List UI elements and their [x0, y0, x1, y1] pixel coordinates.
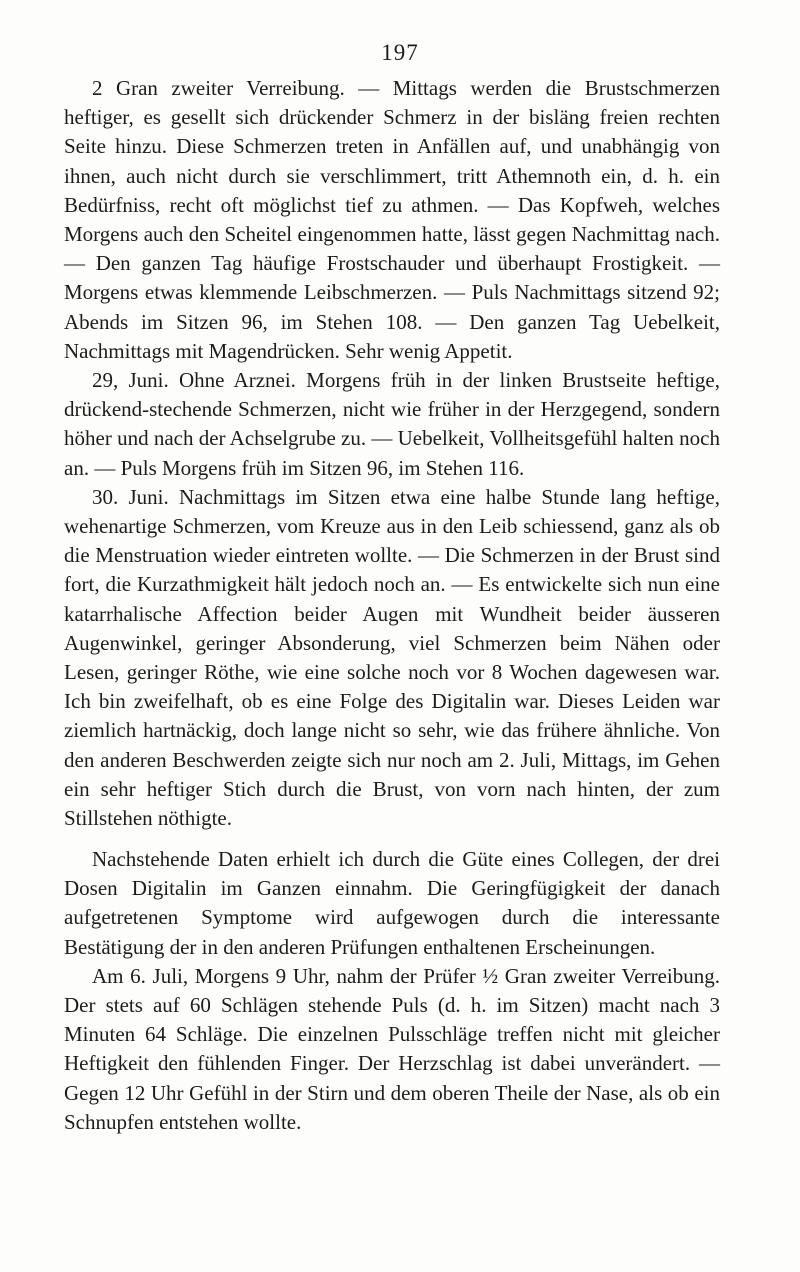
page-number: 197: [381, 40, 419, 65]
paragraph: 2 Gran zweiter Verreibung. — Mittags werden die Brustschmerzen heftiger, es gesellt sich drückender Schmerz in der bisläng freien rechten Seite hinzu. Diese Schmerzen treten in Anfällen auf, und unabhängig von ihnen, auch nicht durch sie verschlimmert, tritt Athemnoth ein, d. h. ein Bedürfniss, recht oft möglichst tief zu athmen. — Das Kopfweh, welches Morgens auch den Scheitel eingenommen hatte, lässt gegen Nachmittag nach. — Den ganzen Tag häufige Frostschauder und überhaupt Frostigkeit. — Morgens etwas klemmende Leibschmerzen. — Puls Nachmittags sitzend 92; Abends im Sitzen 96, im Stehen 108. — Den ganzen Tag Uebelkeit, Nachmittags mit Magendrücken. Sehr wenig Appetit.: [64, 76, 720, 363]
paragraph: Am 6. Juli, Morgens 9 Uhr, nahm der Prüfer ½ Gran zweiter Verreibung. Der stets auf 60 Schlägen stehende Puls (d. h. im Sitzen) macht nach 3 Minuten 64 Schläge. Die einzelnen Pulsschläge treffen nicht mit gleicher Heftigkeit den fühlenden Finger. Der Herzschlag ist dabei unverändert. — Gegen 12 Uhr Gefühl in der Stirn und dem oberen Theile der Nase, als ob ein Schnupfen entstehen wollte.: [64, 963, 720, 1134]
paragraph: Nachstehende Daten erhielt ich durch die Güte eines Collegen, der drei Dosen Digitalin im Ganzen einnahm. Die Geringfügigkeit der danach aufgetretenen Symptome wird aufgewogen durch die interessante Bestätigung der in den anderen Prüfungen enthaltenen Erscheinungen.: [64, 847, 720, 959]
paragraph: 30. Juni. Nachmittags im Sitzen etwa eine halbe Stunde lang heftige, wehenartige Schmerzen, vom Kreuze aus in den Leib schiessend, ganz als ob die Menstruation wieder eintreten wollte. — Die Schmerzen in der Brust sind fort, die Kurzathmigkeit hält jedoch noch an. — Es entwickelte sich nun eine katarrhalische Affection beider Augen mit Wundheit beider äusseren Augenwinkel, geringer Absonderung, viel Schmerzen beim Nähen oder Lesen, geringer Röthe, wie eine solche noch vor 8 Wochen dagewesen war. Ich bin zweifelhaft, ob es eine Folge des Digitalin war. Dieses Leiden war ziemlich hartnäckig, doch lange nicht so sehr, wie das frühere ähnliche. Von den anderen Beschwerden zeigte sich nur noch am 2. Juli, Mittags, im Gehen ein sehr heftiger Stich durch die Brust, von vorn nach hinten, der zum Stillstehen nöthigte.: [64, 484, 720, 831]
paragraph: 29, Juni. Ohne Arznei. Morgens früh in der linken Brustseite heftige, drückend-stechende Schmerzen, nicht wie früher in der Herzgegend, sondern höher und nach der Achselgrube zu. — Uebelkeit, Vollheitsgefühl halten noch an. — Puls Morgens früh im Sitzen 96, im Stehen 116.: [64, 368, 720, 480]
text-section-diary: [64, 74, 720, 833]
text-section-colleague: [64, 845, 720, 1137]
